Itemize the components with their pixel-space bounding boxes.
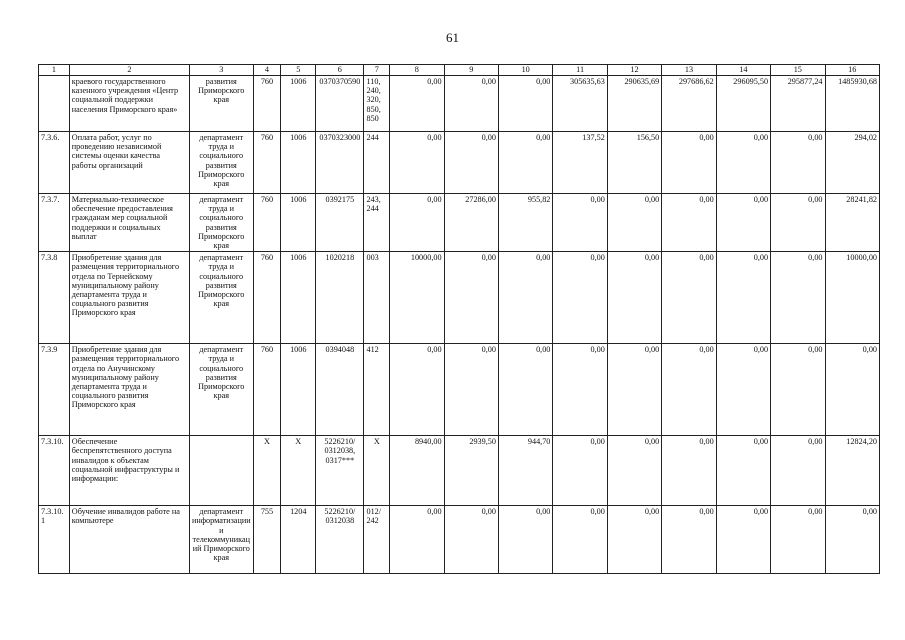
row-description: краевого государственного казенного учреждения «Центр социальной поддержки населения Приморского края»	[69, 76, 189, 132]
row-value: 0,00	[498, 76, 552, 132]
row-section-code: 1006	[281, 132, 316, 194]
row-value: 0,00	[390, 76, 444, 132]
row-target-code: 1020218	[316, 252, 364, 344]
header-cell: 13	[662, 65, 716, 76]
row-value: 0,00	[662, 344, 716, 436]
row-value: 0,00	[662, 252, 716, 344]
row-value: 0,00	[444, 252, 498, 344]
row-value: 0,00	[553, 344, 607, 436]
row-value: 0,00	[498, 506, 552, 574]
row-description: Приобретение здания для размещения территориального отдела по Тернейскому муниципальному району департамента труда и социального развития Приморского края	[69, 252, 189, 344]
row-value: 27286,00	[444, 194, 498, 252]
row-target-code: 5226210/ 0312038	[316, 506, 364, 574]
row-expense-type: 243, 244	[364, 194, 390, 252]
row-value: 0,00	[607, 252, 661, 344]
row-code: 7.3.8	[39, 252, 70, 344]
row-total: 0,00	[825, 506, 880, 574]
table-row	[39, 436, 880, 506]
row-total: 10000,00	[825, 252, 880, 344]
row-section-code: 1006	[281, 76, 316, 132]
table-row	[39, 252, 880, 344]
row-value: 955,82	[498, 194, 552, 252]
row-value: 0,00	[553, 436, 607, 506]
row-section-code: 1006	[281, 252, 316, 344]
row-target-code: 0370323000	[316, 132, 364, 194]
row-ministry-code: 755	[253, 506, 281, 574]
row-value: 0,00	[716, 506, 770, 574]
header-cell: 5	[281, 65, 316, 76]
table-row	[39, 132, 880, 194]
table-row	[39, 194, 880, 252]
row-value: 0,00	[498, 132, 552, 194]
row-executor: развития Приморского края	[189, 76, 253, 132]
row-value: 0,00	[390, 506, 444, 574]
row-ministry-code: 760	[253, 344, 281, 436]
row-executor: департамент труда и социального развития Приморского края	[189, 252, 253, 344]
row-expense-type: 244	[364, 132, 390, 194]
row-section-code: 1204	[281, 506, 316, 574]
row-value: 0,00	[771, 436, 825, 506]
header-cell: 11	[553, 65, 607, 76]
row-executor: департамент труда и социального развития Приморского края	[189, 132, 253, 194]
row-target-code: 5226210/ 0312038, 0317***	[316, 436, 364, 506]
row-value: 10000,00	[390, 252, 444, 344]
row-value: 0,00	[716, 194, 770, 252]
row-executor: департамент информатизации и телекоммуникаций Приморского края	[189, 506, 253, 574]
row-value: 0,00	[444, 132, 498, 194]
row-description: Оплата работ, услуг по проведению независимой системы оценки качества работы организаций	[69, 132, 189, 194]
row-value: 0,00	[662, 436, 716, 506]
row-description: Материально-техническое обеспечение предоставления гражданам мер социальной поддержки и социальных выплат	[69, 194, 189, 252]
row-target-code: 0394048	[316, 344, 364, 436]
header-cell: 8	[390, 65, 444, 76]
header-cell: 1	[39, 65, 70, 76]
row-executor	[189, 436, 253, 506]
row-total: 1485930,68	[825, 76, 880, 132]
row-value: 296095,50	[716, 76, 770, 132]
row-section-code: X	[281, 436, 316, 506]
header-cell: 14	[716, 65, 770, 76]
header-cell: 9	[444, 65, 498, 76]
row-total: 12824,20	[825, 436, 880, 506]
header-cell: 4	[253, 65, 281, 76]
row-value: 0,00	[607, 436, 661, 506]
row-code	[39, 76, 70, 132]
row-expense-type: X	[364, 436, 390, 506]
row-value: 944,70	[498, 436, 552, 506]
row-expense-type: 012/ 242	[364, 506, 390, 574]
page-number: 61	[446, 30, 459, 45]
row-value: 0,00	[607, 344, 661, 436]
row-value: 0,00	[553, 252, 607, 344]
row-value: 0,00	[771, 194, 825, 252]
row-expense-type: 110, 240, 320, 850, 850	[364, 76, 390, 132]
row-code: 7.3.9	[39, 344, 70, 436]
row-ministry-code: 760	[253, 194, 281, 252]
row-value: 0,00	[716, 132, 770, 194]
budget-table	[38, 64, 880, 574]
row-value: 0,00	[553, 194, 607, 252]
row-value: 0,00	[607, 194, 661, 252]
row-target-code: 0392175	[316, 194, 364, 252]
row-value: 0,00	[716, 344, 770, 436]
row-ministry-code: 760	[253, 76, 281, 132]
row-value: 0,00	[771, 344, 825, 436]
row-value: 0,00	[390, 344, 444, 436]
header-cell: 7	[364, 65, 390, 76]
row-value: 0,00	[390, 194, 444, 252]
row-value: 0,00	[553, 506, 607, 574]
row-value: 0,00	[771, 506, 825, 574]
row-value: 0,00	[498, 252, 552, 344]
row-value: 156,50	[607, 132, 661, 194]
row-ministry-code: 760	[253, 132, 281, 194]
row-executor: департамент труда и социального развития Приморского края	[189, 194, 253, 252]
header-cell: 16	[825, 65, 880, 76]
row-total: 28241,82	[825, 194, 880, 252]
table-row	[39, 344, 880, 436]
row-description: Обеспечение беспрепятственного доступа инвалидов к объектам социальной инфраструктуры и информации:	[69, 436, 189, 506]
header-cell: 15	[771, 65, 825, 76]
row-ministry-code: 760	[253, 252, 281, 344]
row-value: 0,00	[771, 252, 825, 344]
row-section-code: 1006	[281, 344, 316, 436]
header-cell: 12	[607, 65, 661, 76]
row-value: 0,00	[607, 506, 661, 574]
row-expense-type: 003	[364, 252, 390, 344]
row-value: 0,00	[771, 132, 825, 194]
row-description: Приобретение здания для размещения территориального отдела по Анучинскому муниципальному району департамента труда и социального развития Приморского края	[69, 344, 189, 436]
row-value: 0,00	[662, 194, 716, 252]
header-cell: 2	[69, 65, 189, 76]
row-ministry-code: X	[253, 436, 281, 506]
header-cell: 10	[498, 65, 552, 76]
row-value: 290635,69	[607, 76, 661, 132]
row-value: 0,00	[390, 132, 444, 194]
header-cell: 3	[189, 65, 253, 76]
table-row	[39, 506, 880, 574]
row-code: 7.3.6.	[39, 132, 70, 194]
row-value: 0,00	[498, 344, 552, 436]
row-total: 0,00	[825, 344, 880, 436]
row-section-code: 1006	[281, 194, 316, 252]
row-value: 297686,62	[662, 76, 716, 132]
row-value: 0,00	[662, 506, 716, 574]
row-expense-type: 412	[364, 344, 390, 436]
row-code: 7.3.10.	[39, 436, 70, 506]
header-row	[39, 65, 880, 76]
row-value: 8940,00	[390, 436, 444, 506]
header-cell: 6	[316, 65, 364, 76]
row-code: 7.3.7.	[39, 194, 70, 252]
row-value: 295877,24	[771, 76, 825, 132]
table-row	[39, 76, 880, 132]
row-value: 305635,63	[553, 76, 607, 132]
row-value: 0,00	[716, 436, 770, 506]
row-value: 0,00	[444, 506, 498, 574]
row-code: 7.3.10.1	[39, 506, 70, 574]
row-value: 2939,50	[444, 436, 498, 506]
row-value: 0,00	[662, 132, 716, 194]
row-executor: департамент труда и социального развития Приморского края	[189, 344, 253, 436]
row-description: Обучение инвалидов работе на компьютере	[69, 506, 189, 574]
row-value: 0,00	[444, 76, 498, 132]
row-value: 137,52	[553, 132, 607, 194]
row-total: 294,02	[825, 132, 880, 194]
row-value: 0,00	[444, 344, 498, 436]
row-target-code: 0370370590	[316, 76, 364, 132]
row-value: 0,00	[716, 252, 770, 344]
